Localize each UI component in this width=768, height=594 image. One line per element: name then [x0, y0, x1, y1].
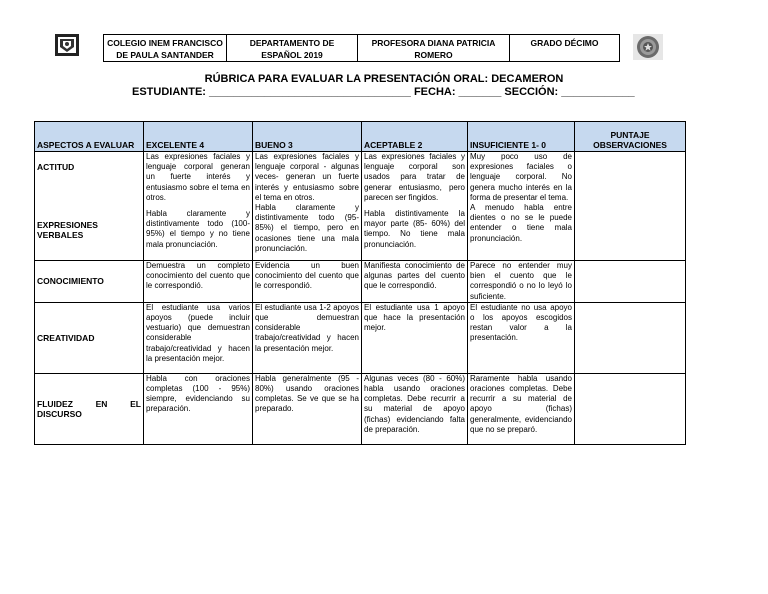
table-row	[35, 373, 686, 444]
aspect-creatividad: CREATIVIDAD	[35, 302, 144, 373]
cell-insuficiente: Raramente habla usando oraciones completas. Debe recurrir a su material de apoyo (fichas) generalmente, evidenciando que no se preparó.	[468, 373, 575, 444]
col-puntaje: PUNTAJE OBSERVACIONES	[575, 122, 686, 152]
cell-text: Las expresiones faciales y lenguaje corporal generan un fuerte interés y entusiasmo sobre el tema en otros.	[146, 152, 250, 202]
cell-puntaje	[575, 152, 686, 261]
cell-text: Habla claramente y distintivamente todo (95-85%) el tiempo, pero en ocasiones tiene una mala pronunciación.	[255, 203, 359, 253]
cell-bueno: Evidencia un buen conocimiento del cuento que le correspondió.	[253, 261, 362, 303]
cell-puntaje	[575, 373, 686, 444]
department-name: DEPARTAMENTO DE ESPAÑOL 2019	[227, 35, 358, 62]
cell-excelente	[144, 152, 253, 261]
aspect-fluidez: FLUIDEZ EN EL DISCURSO	[35, 373, 144, 444]
cell-text: Las expresiones faciales y lenguaje corporal son usados para tratar de generar entusiasmo, pero parecen ser fingidos.	[364, 152, 465, 202]
header-table	[103, 34, 620, 62]
seal-logo	[633, 34, 663, 60]
col-aceptable: ACEPTABLE 2	[362, 122, 468, 152]
aspect-expresiones-verbales: EXPRESIONES VERBALES	[37, 220, 98, 241]
table-row	[35, 302, 686, 373]
cell-insuficiente: Parece no entender muy bien el cuento que le correspondió o no lo leyó lo suficiente.	[468, 261, 575, 303]
cell-excelente: Demuestra un completo conocimiento del cuento que le correspondió.	[144, 261, 253, 303]
cell-aceptable: El estudiante usa 1 apoyo que hace la presentación mejor.	[362, 302, 468, 373]
cell-bueno	[253, 152, 362, 261]
col-bueno: BUENO 3	[253, 122, 362, 152]
cell-text: Las expresiones faciales y lenguaje corporal - algunas veces- generan un fuerte interés y entusiasmo sobre el tema en otros.	[255, 152, 359, 202]
rubric-header-row	[35, 122, 686, 152]
col-aspects: ASPECTOS A EVALUAR	[35, 122, 144, 152]
rubric-table	[34, 121, 686, 445]
school-crest-logo	[54, 33, 80, 57]
cell-aceptable: Manifiesta conocimiento de algunas partes del cuento que le correspondió.	[362, 261, 468, 303]
aspect-conocimiento: CONOCIMIENTO	[35, 261, 144, 303]
cell-aceptable: Algunas veces (80 - 60%) habla usando oraciones completas. Debe recurrir a su material de apoyo (fichas) evidenciando falta de preparación.	[362, 373, 468, 444]
cell-insuficiente	[468, 152, 575, 261]
table-row	[35, 261, 686, 303]
cell-text: Habla distintivamente la mayor parte (85- 60%) del tiempo. No tiene mala pronunciación.	[364, 209, 465, 249]
col-insuficiente: INSUFICIENTE 1- 0	[468, 122, 575, 152]
cell-text: Habla claramente y distintivamente todo (100-95%) el tiempo y no tiene mala pronunciación.	[146, 209, 250, 249]
grade-label: GRADO DÉCIMO	[510, 35, 620, 62]
col-excelente: EXCELENTE 4	[144, 122, 253, 152]
student-info-line: ESTUDIANTE: _________________________________ FECHA: _______ SECCIÓN: ____________	[132, 86, 635, 98]
cell-puntaje	[575, 302, 686, 373]
rubric-title: RÚBRICA PARA EVALUAR LA PRESENTACIÓN ORAL: DECAMERON	[204, 73, 564, 85]
cell-excelente: El estudiante usa varios apoyos (puede incluir vestuario) que demuestran considerable trabajo/creatividad y hacen la presentación mejor.	[144, 302, 253, 373]
table-row	[35, 152, 686, 261]
cell-bueno: Habla generalmente (95 - 80%) usando oraciones completas. Se ve que se ha preparado.	[253, 373, 362, 444]
cell-aceptable	[362, 152, 468, 261]
cell-bueno: El estudiante usa 1-2 apoyos que demuestran considerable trabajo/creatividad y hacen la presentación mejor.	[253, 302, 362, 373]
school-name: COLEGIO INEM FRANCISCO DE PAULA SANTANDER	[104, 35, 227, 62]
cell-text: A menudo habla entre dientes o no se le puede entender o tiene mala pronunciación.	[470, 203, 572, 243]
aspect-cell	[35, 152, 144, 261]
cell-excelente: Habla con oraciones completas (100 - 95%) siempre, evidenciando su preparación.	[144, 373, 253, 444]
cell-puntaje	[575, 261, 686, 303]
cell-insuficiente: El estudiante no usa apoyo o los apoyos escogidos restan valor a la presentación.	[468, 302, 575, 373]
aspect-actitud: ACTITUD	[37, 162, 75, 172]
cell-text: Muy poco uso de expresiones faciales o lenguaje corporal. No genera mucho interés en la forma de presentar el tema.	[470, 152, 572, 202]
teacher-name: PROFESORA DIANA PATRICIA ROMERO	[358, 35, 510, 62]
